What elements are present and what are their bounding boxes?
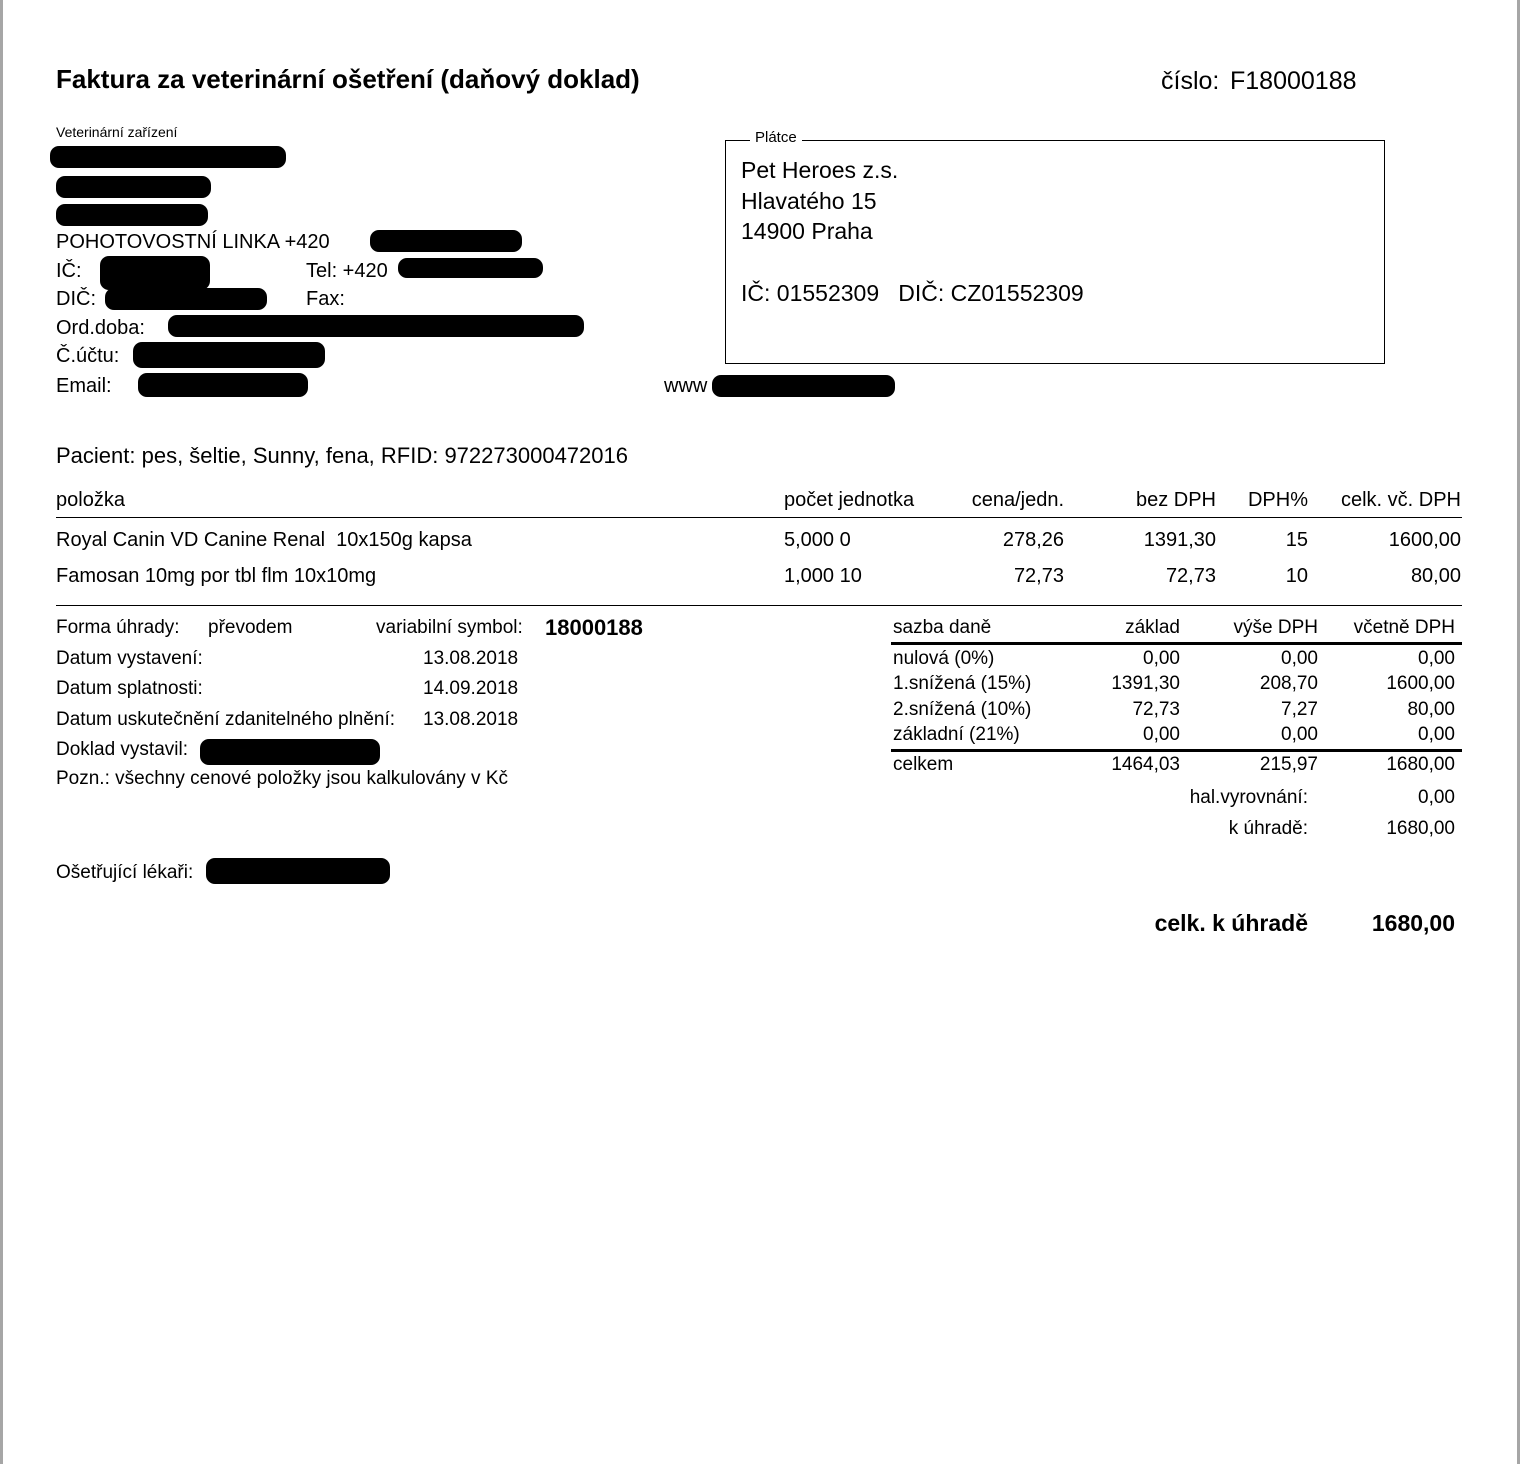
issued-by-label: Doklad vystavil: — [56, 739, 188, 760]
table-row-gross: 80,00 — [1410, 565, 1461, 587]
payment-method-label: Forma úhrady: — [56, 617, 180, 638]
vat-row-vat: 0,00 — [1281, 648, 1318, 669]
items-header-qty-unit: počet jednotka — [784, 489, 915, 511]
vat-header-rule — [891, 642, 1462, 645]
table-row-net: 1391,30 — [1143, 529, 1216, 551]
redaction-clinic-account — [133, 342, 325, 368]
vat-row-rate: 1.snížená (15%) — [893, 673, 1032, 694]
items-header-vat-pct: DPH% — [1247, 489, 1308, 511]
payer-name: Pet Heroes z.s. — [741, 157, 899, 183]
patient-line: Pacient: pes, šeltie, Sunny, fena, RFID: 972273000472016 — [56, 443, 628, 468]
items-header-rule — [56, 517, 1462, 518]
vat-total-vat: 215,97 — [1259, 754, 1318, 775]
clinic-tel-label: Tel: +420 — [306, 260, 388, 282]
vat-header-rate: sazba daně — [893, 617, 992, 638]
table-row-vat-pct: 10 — [1285, 565, 1308, 587]
vat-row-vat: 7,27 — [1281, 699, 1318, 720]
redaction-clinic-tel — [398, 258, 543, 278]
redaction-doctor — [206, 858, 390, 884]
taxable-date-value: 13.08.2018 — [423, 709, 519, 730]
page-edge-left — [0, 0, 3, 1464]
to-pay-value: 1680,00 — [1386, 818, 1455, 839]
vat-row-rate: 2.snížená (10%) — [893, 699, 1032, 720]
clinic-www-label: www — [664, 375, 708, 397]
clinic-dic-label: DIČ: — [56, 288, 96, 310]
invoice-number-value: F18000188 — [1230, 67, 1357, 95]
vat-row-incl: 80,00 — [1407, 699, 1455, 720]
vat-row-base: 0,00 — [1143, 724, 1180, 745]
clinic-hours-label: Ord.doba: — [56, 317, 145, 339]
redaction-clinic-dic — [105, 288, 267, 310]
to-pay-label: k úhradě: — [1228, 818, 1308, 839]
redaction-hotline — [370, 230, 522, 252]
grand-total-value: 1680,00 — [1371, 910, 1455, 936]
grand-total-label: celk. k úhradě — [1154, 910, 1308, 936]
hotline-label: POHOTOVOSTNÍ LINKA +420 — [56, 231, 330, 253]
table-row-qty-unit: 5,000 0 — [784, 529, 851, 551]
table-row-vat-pct: 15 — [1285, 529, 1308, 551]
items-header-unit-price: cena/jedn. — [971, 489, 1064, 511]
table-row-net: 72,73 — [1165, 565, 1216, 587]
table-row-item: Royal Canin VD Canine Renal 10x150g kapsa — [56, 529, 472, 551]
items-bottom-rule — [56, 605, 1462, 606]
doctor-label: Ošetřující lékaři: — [56, 862, 194, 883]
due-date-label: Datum splatnosti: — [56, 678, 203, 699]
vat-row-vat: 0,00 — [1281, 724, 1318, 745]
payer-legend: Plátce — [750, 129, 802, 146]
vat-header-base: základ — [1125, 617, 1180, 638]
items-header-net: bez DPH — [1135, 489, 1216, 511]
redaction-issued-by — [200, 739, 380, 765]
rounding-value: 0,00 — [1418, 787, 1455, 808]
redaction-clinic-city — [56, 204, 208, 226]
taxable-date-label: Datum uskutečnění zdanitelného plnění: — [56, 709, 396, 730]
items-header-item: položka — [56, 489, 125, 511]
vat-header-incl: včetně DPH — [1353, 617, 1455, 638]
payment-method-value: převodem — [208, 617, 293, 638]
currency-note: Pozn.: všechny cenové položky jsou kalkulovány v Kč — [56, 768, 509, 789]
items-header-gross: celk. vč. DPH — [1340, 489, 1461, 511]
table-row-gross: 1600,00 — [1388, 529, 1461, 551]
vat-row-incl: 0,00 — [1418, 648, 1455, 669]
table-row-unit-price: 72,73 — [1013, 565, 1064, 587]
rounding-label: hal.vyrovnání: — [1189, 787, 1308, 808]
table-row-item: Famosan 10mg por tbl flm 10x10mg — [56, 565, 377, 587]
vat-header-vat: výše DPH — [1233, 617, 1318, 638]
variable-symbol-value: 18000188 — [545, 615, 643, 640]
payer-city: 14900 Praha — [741, 218, 873, 244]
payer-street: Hlavatého 15 — [741, 188, 877, 214]
vat-total-rule — [891, 749, 1462, 752]
redaction-clinic-ic — [100, 256, 210, 290]
variable-symbol-label: variabilní symbol: — [376, 617, 523, 638]
vat-row-vat: 208,70 — [1259, 673, 1318, 694]
table-row-qty-unit: 1,000 10 — [784, 565, 862, 587]
invoice-number-label: číslo: — [1161, 67, 1220, 95]
vat-row-base: 0,00 — [1143, 648, 1180, 669]
clinic-account-label: Č.účtu: — [56, 345, 120, 367]
redaction-clinic-web — [712, 375, 895, 397]
redaction-clinic-street — [56, 176, 211, 198]
vat-row-base: 1391,30 — [1111, 673, 1180, 694]
vat-total-incl: 1680,00 — [1386, 754, 1455, 775]
invoice-title: Faktura za veterinární ošetření (daňový doklad) — [56, 64, 640, 94]
issue-date-label: Datum vystavení: — [56, 648, 203, 669]
clinic-email-label: Email: — [56, 375, 112, 397]
clinic-fax-label: Fax: — [306, 288, 345, 310]
clinic-ic-label: IČ: — [56, 260, 82, 282]
vat-row-incl: 0,00 — [1418, 724, 1455, 745]
vat-row-base: 72,73 — [1132, 699, 1180, 720]
issue-date-value: 13.08.2018 — [423, 648, 519, 669]
due-date-value: 14.09.2018 — [423, 678, 519, 699]
redaction-clinic-hours — [168, 315, 584, 337]
payer-ids: IČ: 01552309 DIČ: CZ01552309 — [741, 280, 1084, 306]
table-row-unit-price: 278,26 — [1002, 529, 1064, 551]
vat-row-rate: nulová (0%) — [893, 648, 995, 669]
redaction-clinic-email — [138, 373, 308, 397]
clinic-section-label: Veterinární zařízení — [56, 124, 178, 140]
vat-total-label: celkem — [893, 754, 954, 775]
redaction-clinic-name — [50, 146, 286, 168]
vat-row-rate: základní (21%) — [893, 724, 1020, 745]
vat-total-base: 1464,03 — [1111, 754, 1180, 775]
vat-row-incl: 1600,00 — [1386, 673, 1455, 694]
